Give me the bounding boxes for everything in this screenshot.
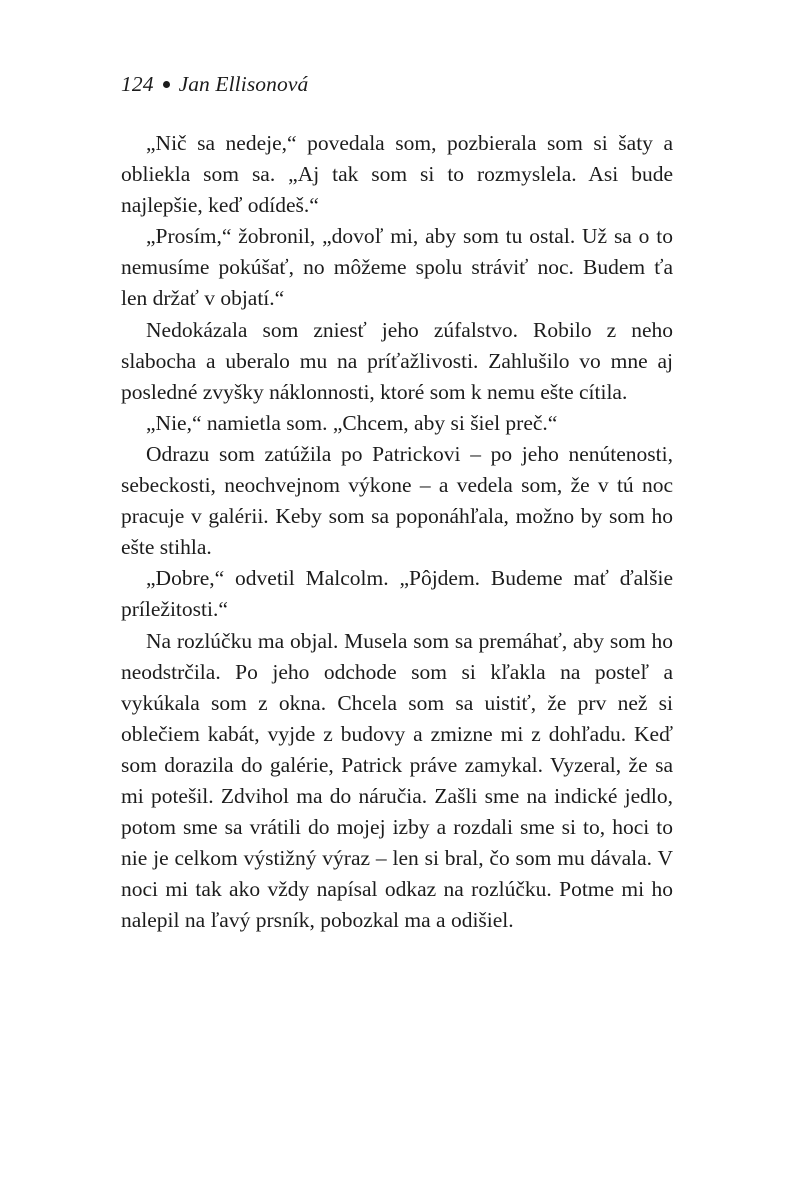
paragraph-6: „Dobre,“ odvetil Malcolm. „Pôjdem. Budeme mať ďalšie príležitosti.“ [121, 566, 673, 622]
paragraph-7: Na rozlúčku ma objal. Musela som sa premáhať, aby som ho neodstrčila. Po jeho odchode som si kľakla na posteľ a vykúkala som z okna. Chcela som sa uistiť, že prv než si oblečiem kabát, vyjde z budovy a zmizne mi z dohľadu. Keď som dorazila do galérie, Patrick práve zamykal. Vyzeral, že sa mi potešil. Zdvihol ma do náručia. Zašli sme na indické jedlo, potom sme sa vrátili do mojej izby a rozdali sme si to, hoci to nie je celkom výstižný výraz – len si bral, čo som mu dávala. V noci mi tak ako vždy napísal odkaz na rozlúčku. Potme mi ho nalepil na ľavý prsník, pobozkal ma a odišiel. [121, 628, 673, 933]
body-text [121, 128, 673, 936]
paragraph-2: „Prosím,“ žobronil, „dovoľ mi, aby som tu ostal. Už sa o to nemusíme pokúšať, no môžeme spolu stráviť noc. Budem ťa len držať v objatí.“ [121, 224, 673, 311]
page-number: 124 [121, 72, 154, 96]
paragraph-3: Nedokázala som zniesť jeho zúfalstvo. Robilo z neho slabocha a uberalo mu na príťažlivosti. Zahlušilo vo mne aj posledné zvyšky náklonnosti, ktoré som k nemu ešte cítila. [121, 317, 673, 404]
bullet-separator [163, 81, 170, 88]
running-header [121, 72, 308, 97]
paragraph-4: „Nie,“ namietla som. „Chcem, aby si šiel preč.“ [146, 410, 558, 435]
author-name: Jan Ellisonová [178, 72, 309, 96]
paragraph-1: „Nič sa nedeje,“ povedala som, pozbierala som si šaty a obliekla som sa. „Aj tak som si to rozmyslela. Asi bude najlepšie, keď odídeš.“ [121, 131, 673, 218]
paragraph-5: Odrazu som zatúžila po Patrickovi – po jeho nenútenosti, sebeckosti, neochvejnom výkone – a vedela som, že v tú noc pracuje v galérii. Keby som sa poponáhľala, možno by som ho ešte stihla. [121, 441, 673, 560]
